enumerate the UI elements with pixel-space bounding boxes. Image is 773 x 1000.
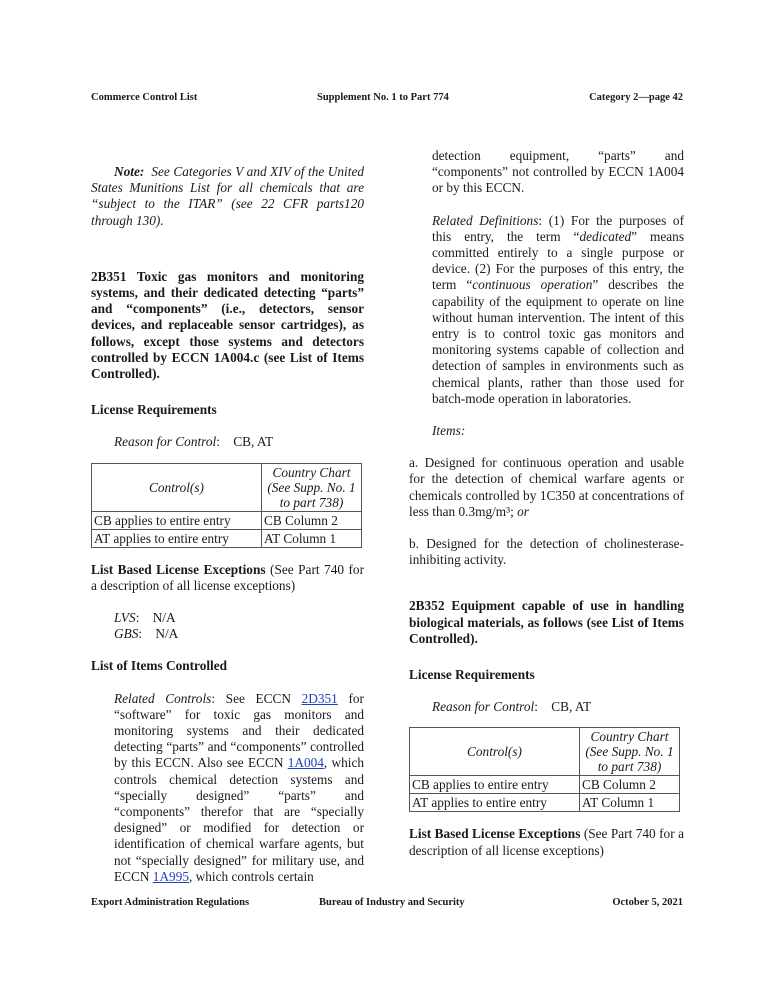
table-cell-chart: AT Column 1: [580, 794, 680, 812]
footer-left: Export Administration Regulations: [91, 897, 250, 908]
table-header-row: [410, 728, 680, 776]
item-a: a. Designed for continuous operation and usable for the detection of chemical warfare agents or chemicals controlled by 1C350 at concentrations of less than 0.3mg/m³; or: [409, 455, 684, 519]
table-cell-control: AT applies to entire entry: [92, 529, 262, 547]
items-controlled-heading: List of Items Controlled: [91, 658, 228, 674]
license-requirements-heading: License Requirements: [91, 402, 217, 418]
related-controls: Related Controls: See ECCN 2D351 for “software” for toxic gas monitors and monitoring systems and their dedicated detecting “parts” and “components” controlled by this ECCN. Also see ECCN 1A004, which controls chemical detection systems and “specially designed” “parts” and “components” therefor that are “specially designed” or modified for detection or identification of chemical warfare agents, but not “specially designed” for military use, and ECCN 1A995, which controls certain: [114, 690, 364, 884]
table-header-row: [92, 463, 362, 511]
reason-for-control: Reason for Control: CB, AT: [114, 434, 274, 450]
reason-for-control: Reason for Control: CB, AT: [432, 699, 592, 715]
footer-center: Bureau of Industry and Security: [319, 897, 465, 908]
table-cell-chart: AT Column 1: [262, 529, 362, 547]
note: [91, 164, 364, 229]
note-text: See Categories V and XIV of the United States Munitions List for all chemicals that are “subject to the ITAR” (see 22 CFR parts120 through 130).: [91, 164, 364, 228]
eccn-heading-2b351: 2B351 Toxic gas monitors and monitoring systems, and their dedicated detecting “parts” and “components” (i.e., detectors, sensor devices, and replaceable sensor cartridges), as follows, except those systems and detectors controlled by ECCN 1A004.c (see List of Items Controlled).: [91, 268, 364, 382]
eccn-heading-2b352: 2B352 Equipment capable of use in handling biological materials, as follows (see List of Items Controlled).: [409, 598, 684, 646]
table-row: [92, 511, 362, 529]
table-header-country-chart: Country Chart (See Supp. No. 1 to part 738): [262, 463, 362, 511]
related-controls-continuation: detection equipment, “parts” and “components” not controlled by ECCN 1A004 or by this ECCN.: [432, 148, 684, 196]
link-1a004[interactable]: 1A004: [287, 755, 324, 771]
related-definitions: Related Definitions: (1) For the purposes of this entry, the term “dedicated” means committed entirely to a single purpose or device. (2) For the purposes of this entry, the term “continuous operation” describes the capability of the equipment to operate on line without human intervention. The intent of this entry is to control toxic gas monitors and monitoring systems capable of collection and detection of samples in environments such as chemical plants, rather than those used for batch-mode operation in laboratories.: [432, 212, 684, 406]
license-exceptions: List Based License Exceptions (See Part 740 for a description of all license exceptions): [409, 826, 684, 858]
table-cell-control: CB applies to entire entry: [92, 511, 262, 529]
item-b: b. Designed for the detection of cholinesterase-inhibiting activity.: [409, 536, 684, 568]
footer-right: October 5, 2021: [612, 897, 683, 908]
table-cell-control: CB applies to entire entry: [410, 776, 580, 794]
right-column: [409, 148, 684, 859]
control-table: [91, 463, 362, 548]
header-center: Supplement No. 1 to Part 774: [317, 92, 449, 103]
header-left: Commerce Control List: [91, 92, 198, 103]
page-header: [91, 92, 683, 103]
table-cell-control: AT applies to entire entry: [410, 794, 580, 812]
table-header-controls: Control(s): [92, 463, 262, 511]
license-exceptions: List Based License Exceptions (See Part 740 for a description of all license exceptions): [91, 561, 364, 593]
table-header-country-chart: Country Chart (See Supp. No. 1 to part 738): [580, 728, 680, 776]
page-footer: [91, 897, 683, 908]
header-right: Category 2—page 42: [589, 92, 683, 103]
left-column: [91, 148, 364, 885]
items-label: Items:: [432, 423, 466, 439]
exception-gbs: GBS: N/A: [114, 626, 179, 642]
link-1a995[interactable]: 1A995: [152, 868, 189, 884]
table-cell-chart: CB Column 2: [262, 511, 362, 529]
table-row: [410, 776, 680, 794]
link-2d351[interactable]: 2D351: [301, 690, 338, 706]
exception-lvs: LVS: N/A: [114, 610, 176, 626]
license-requirements-heading: License Requirements: [409, 667, 535, 683]
table-row: [410, 794, 680, 812]
table-row: [92, 529, 362, 547]
note-label: Note:: [114, 164, 145, 179]
table-cell-chart: CB Column 2: [580, 776, 680, 794]
control-table: [409, 727, 680, 812]
table-header-controls: Control(s): [410, 728, 580, 776]
